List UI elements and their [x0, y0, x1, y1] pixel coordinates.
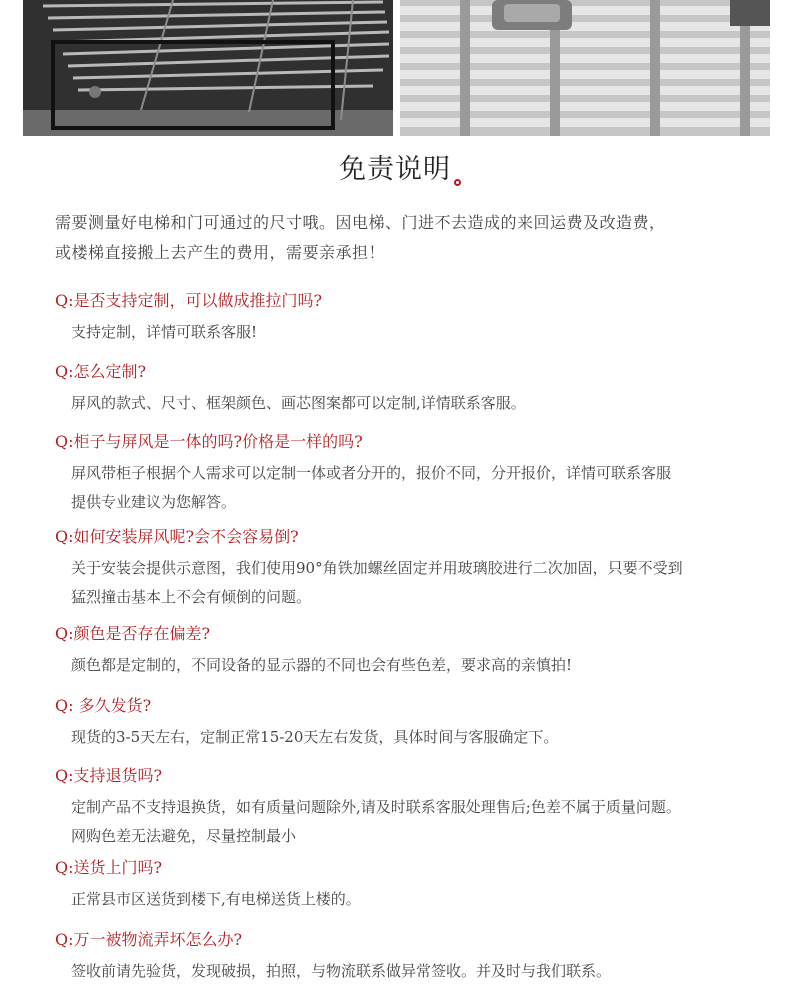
title-dot-decoration — [454, 179, 461, 186]
page-title — [339, 150, 451, 190]
faq-answer-line: 屏风的款式、尺寸、框架颜色、画芯图案都可以定制,详情联系客服。 — [71, 394, 526, 412]
faq-question: Q:柜子与屏风是一体的吗?价格是一样的吗? — [55, 432, 363, 451]
faq-answer-line: 屏风带柜子根据个人需求可以定制一体或者分开的，报价不同，分开报价，详情可联系客服 — [71, 464, 672, 482]
product-photo-frames-stacked — [23, 0, 393, 136]
faq-answer — [71, 885, 755, 914]
faq-item — [55, 928, 755, 986]
intro-line: 需要测量好电梯和门可通过的尺寸哦。因电梯、门进不去造成的来回运费及改造费， — [55, 213, 666, 232]
faq-answer-line: 网购色差无法避免，尽量控制最小 — [71, 827, 297, 845]
faq-question: Q:支持退货吗? — [55, 766, 163, 785]
page-title-text: 免责说明 — [339, 154, 451, 185]
faq-item — [55, 622, 755, 680]
faq-answer-line: 支持定制，详情可联系客服! — [71, 323, 258, 341]
faq-item — [55, 289, 755, 347]
faq-answer — [71, 651, 755, 680]
faq-question: Q:颜色是否存在偏差? — [55, 624, 211, 643]
faq-answer-line: 现货的3-5天左右，定制正常15-20天左右发货，具体时间与客服确定下。 — [71, 728, 559, 746]
disclaimer-intro — [55, 208, 755, 268]
faq-answer-line: 颜色都是定制的，不同设备的显示器的不同也会有些色差，要求高的亲慎拍! — [71, 656, 573, 674]
faq-answer — [71, 318, 755, 347]
faq-answer-line: 定制产品不支持退换货，如有质量问题除外,请及时联系客服处理售后;色差不属于质量问题。 — [71, 798, 681, 816]
faq-question: Q:是否支持定制，可以做成推拉门吗? — [55, 291, 323, 310]
faq-answer-line: 提供专业建议为您解答。 — [71, 493, 237, 511]
faq-item — [55, 360, 755, 418]
intro-line: 或楼梯直接搬上去产生的费用，需要亲承担！ — [55, 243, 386, 262]
title-area — [0, 150, 790, 190]
product-photo-slat-panel — [400, 0, 770, 136]
faq-answer — [71, 459, 755, 517]
faq-item — [55, 856, 755, 914]
faq-question: Q:万一被物流弄坏怎么办? — [55, 930, 243, 949]
faq-answer — [71, 793, 755, 851]
faq-answer-line: 关于安装会提供示意图，我们使用90°角铁加螺丝固定并用玻璃胶进行二次加固，只要不受到 — [71, 559, 683, 577]
faq-item — [55, 430, 755, 517]
faq-answer — [71, 389, 755, 418]
faq-answer-line: 猛烈撞击基本上不会有倾倒的问题。 — [71, 588, 312, 606]
faq-answer-line: 签收前请先验货，发现破损，拍照，与物流联系做异常签收。并及时与我们联系。 — [71, 962, 612, 980]
faq-item — [55, 694, 755, 752]
faq-question: Q:如何安装屏风呢?会不会容易倒? — [55, 527, 299, 546]
faq-question: Q:怎么定制? — [55, 362, 147, 381]
faq-answer — [71, 723, 755, 752]
faq-question: Q: 多久发货? — [55, 696, 152, 715]
faq-answer-line: 正常县市区送货到楼下,有电梯送货上楼的。 — [71, 890, 361, 908]
faq-item — [55, 764, 755, 851]
faq-question: Q:送货上门吗? — [55, 858, 163, 877]
faq-item — [55, 525, 755, 612]
faq-answer — [71, 554, 755, 612]
